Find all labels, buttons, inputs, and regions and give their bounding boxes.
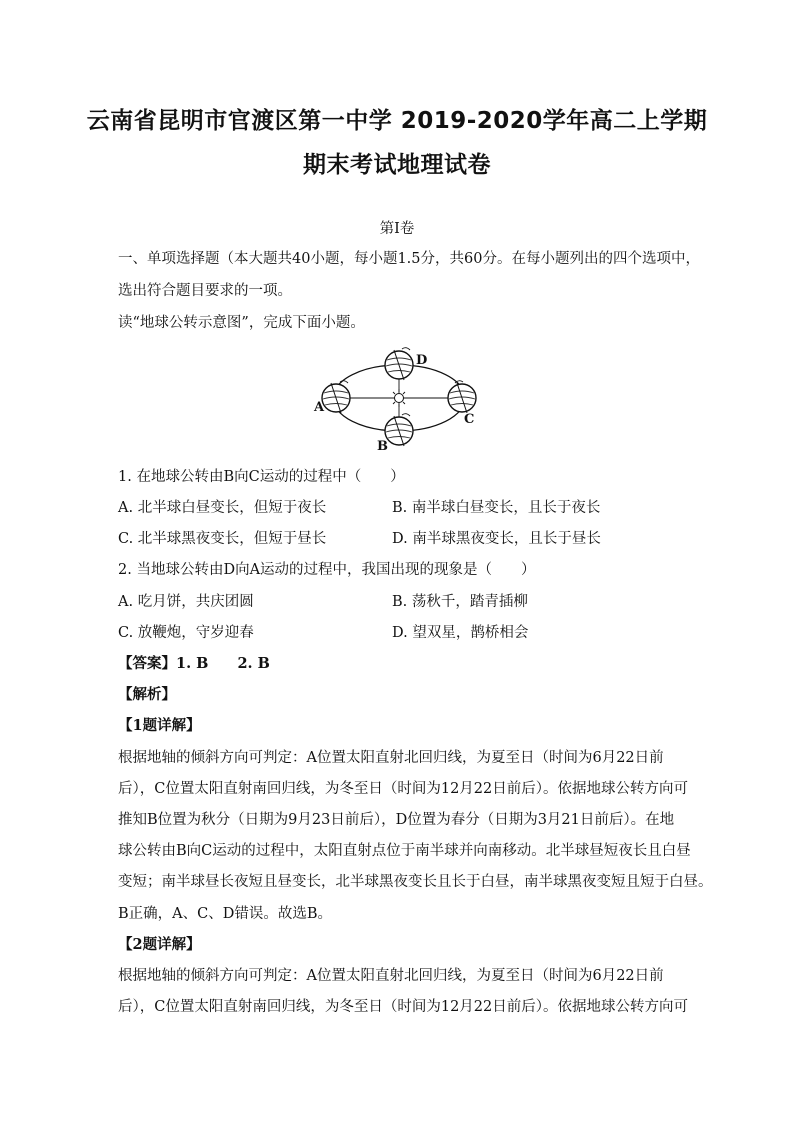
question-1-option-c: C. 北半球黑夜变长，但短于昼长 bbox=[118, 531, 327, 547]
read-prompt: 读“地球公转示意图”，完成下面小题。 bbox=[118, 315, 365, 331]
document-title-line-1: 云南省昆明市官渡区第一中学 2019-2020学年高二上学期 bbox=[86, 108, 708, 134]
question-2-stem: 2. 当地球公转由D向A运动的过程中，我国出现的现象是（ ） bbox=[118, 562, 536, 578]
label-c: C bbox=[464, 412, 475, 427]
label-b: B bbox=[377, 439, 388, 453]
volume-label: 第Ⅰ卷 bbox=[379, 221, 415, 237]
answer-line: 【答案】1. B 2. B bbox=[118, 655, 270, 672]
earth-revolution-diagram bbox=[310, 343, 490, 453]
question-1-option-d: D. 南半球黑夜变长，且长于昼长 bbox=[392, 531, 601, 547]
question-1-option-a: A. 北半球白昼变长，但短于夜长 bbox=[118, 500, 327, 516]
detail-1-line: 变短；南半球昼长夜短且昼变长，北半球黑夜变长且长于白昼，南半球黑夜变短且短于白昼。 bbox=[118, 874, 713, 890]
question-1-stem: 1. 在地球公转由B向C运动的过程中（ ） bbox=[118, 469, 405, 485]
sun-icon bbox=[390, 389, 408, 407]
detail-1-line: 球公转由B向C运动的过程中，太阳直射点位于南半球并向南移动。北半球昼短夜长且白昼 bbox=[118, 843, 691, 859]
earth-position-a-icon bbox=[322, 381, 350, 413]
question-2-option-c: C. 放鞭炮，守岁迎春 bbox=[118, 625, 254, 641]
analysis-heading: 【解析】 bbox=[118, 686, 176, 703]
detail-1-line: 后），C位置太阳直射南回归线，为冬至日（时间为12月22日前后）。依据地球公转方向可 bbox=[118, 781, 688, 797]
detail-1-line: B正确，A、C、D错误。故选B。 bbox=[118, 906, 333, 922]
detail-2-line: 后），C位置太阳直射南回归线，为冬至日（时间为12月22日前后）。依据地球公转方向可 bbox=[118, 999, 688, 1015]
section-intro-line-1: 一、单项选择题（本大题共40小题，每小题1.5分，共60分。在每小题列出的四个选项中， bbox=[118, 251, 700, 267]
detail-2-heading: 【2题详解】 bbox=[118, 936, 201, 953]
section-intro-line-2: 选出符合题目要求的一项。 bbox=[118, 283, 292, 299]
label-a: A bbox=[314, 400, 325, 415]
detail-1-line: 根据地轴的倾斜方向可判定：A位置太阳直射北回归线，为夏至日（时间为6月22日前 bbox=[118, 750, 664, 766]
earth-position-d-icon bbox=[385, 348, 413, 380]
document-title-line-2: 期末考试地理试卷 bbox=[303, 152, 491, 178]
detail-1-heading: 【1题详解】 bbox=[118, 717, 201, 734]
question-2-option-a: A. 吃月饼，共庆团圆 bbox=[118, 594, 254, 610]
question-2-option-b: B. 荡秋千，踏青插柳 bbox=[392, 594, 528, 610]
question-1-option-b: B. 南半球白昼变长，且长于夜长 bbox=[392, 500, 601, 516]
detail-1-line: 推知B位置为秋分（日期为9月23日前后），D位置为春分（日期为3月21日前后）。在地 bbox=[118, 812, 675, 828]
earth-position-b-icon bbox=[385, 414, 413, 446]
question-2-option-d: D. 望双星，鹊桥相会 bbox=[392, 625, 529, 641]
detail-2-line: 根据地轴的倾斜方向可判定：A位置太阳直射北回归线，为夏至日（时间为6月22日前 bbox=[118, 968, 664, 984]
earth-position-c-icon bbox=[448, 381, 476, 413]
label-d: D bbox=[416, 353, 428, 368]
